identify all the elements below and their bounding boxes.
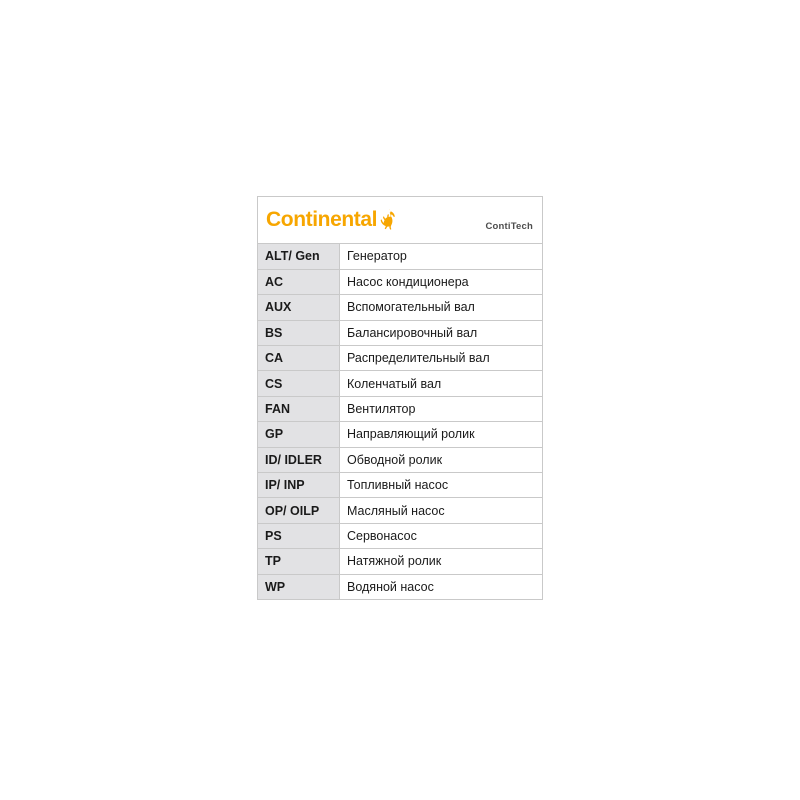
abbrev-code: FAN: [258, 396, 340, 421]
abbrev-description: Сервонасос: [340, 523, 543, 548]
abbrev-code: IP/ INP: [258, 473, 340, 498]
abbrev-description: Обводной ролик: [340, 447, 543, 472]
abbrev-code: OP/ OILP: [258, 498, 340, 523]
abbrev-description: Коленчатый вал: [340, 371, 543, 396]
continental-logo: [266, 206, 396, 232]
table-row: [258, 371, 542, 396]
abbrev-code: CS: [258, 371, 340, 396]
table-row: [258, 396, 542, 421]
contitech-sub-brand: ContiTech: [485, 221, 533, 232]
table-row: [258, 320, 542, 345]
abbrev-description: Вентилятор: [340, 396, 543, 421]
table-row: [258, 549, 542, 574]
abbrev-description: Вспомогательный вал: [340, 295, 543, 320]
table-row: [258, 244, 542, 269]
abbrev-code: TP: [258, 549, 340, 574]
abbreviation-table: [258, 244, 542, 599]
table-row: [258, 447, 542, 472]
abbrev-description: Топливный насос: [340, 473, 543, 498]
brand-name: Continental: [266, 207, 378, 231]
table-row: [258, 498, 542, 523]
abbrev-description: Направляющий ролик: [340, 422, 543, 447]
table-row: [258, 346, 542, 371]
abbrev-code: GP: [258, 422, 340, 447]
table-row: [258, 295, 542, 320]
abbrev-description: Балансировочный вал: [340, 320, 543, 345]
abbrev-description: Генератор: [340, 244, 543, 269]
abbrev-code: CA: [258, 346, 340, 371]
abbrev-code: ID/ IDLER: [258, 447, 340, 472]
abbrev-code: PS: [258, 523, 340, 548]
abbrev-description: Масляный насос: [340, 498, 543, 523]
table-body: [258, 244, 542, 599]
table-row: [258, 473, 542, 498]
table-row: [258, 574, 542, 599]
prancing-horse-icon: [379, 208, 396, 230]
abbrev-description: Распределительный вал: [340, 346, 543, 371]
abbrev-description: Насос кондиционера: [340, 269, 543, 294]
brand-header: [258, 197, 542, 244]
abbrev-code: ALT/ Gen: [258, 244, 340, 269]
table-row: [258, 422, 542, 447]
table-row: [258, 269, 542, 294]
abbrev-code: AC: [258, 269, 340, 294]
abbrev-code: AUX: [258, 295, 340, 320]
abbrev-code: BS: [258, 320, 340, 345]
abbrev-description: Водяной насос: [340, 574, 543, 599]
abbrev-code: WP: [258, 574, 340, 599]
table-row: [258, 523, 542, 548]
abbreviation-card: [257, 196, 543, 600]
abbrev-description: Натяжной ролик: [340, 549, 543, 574]
